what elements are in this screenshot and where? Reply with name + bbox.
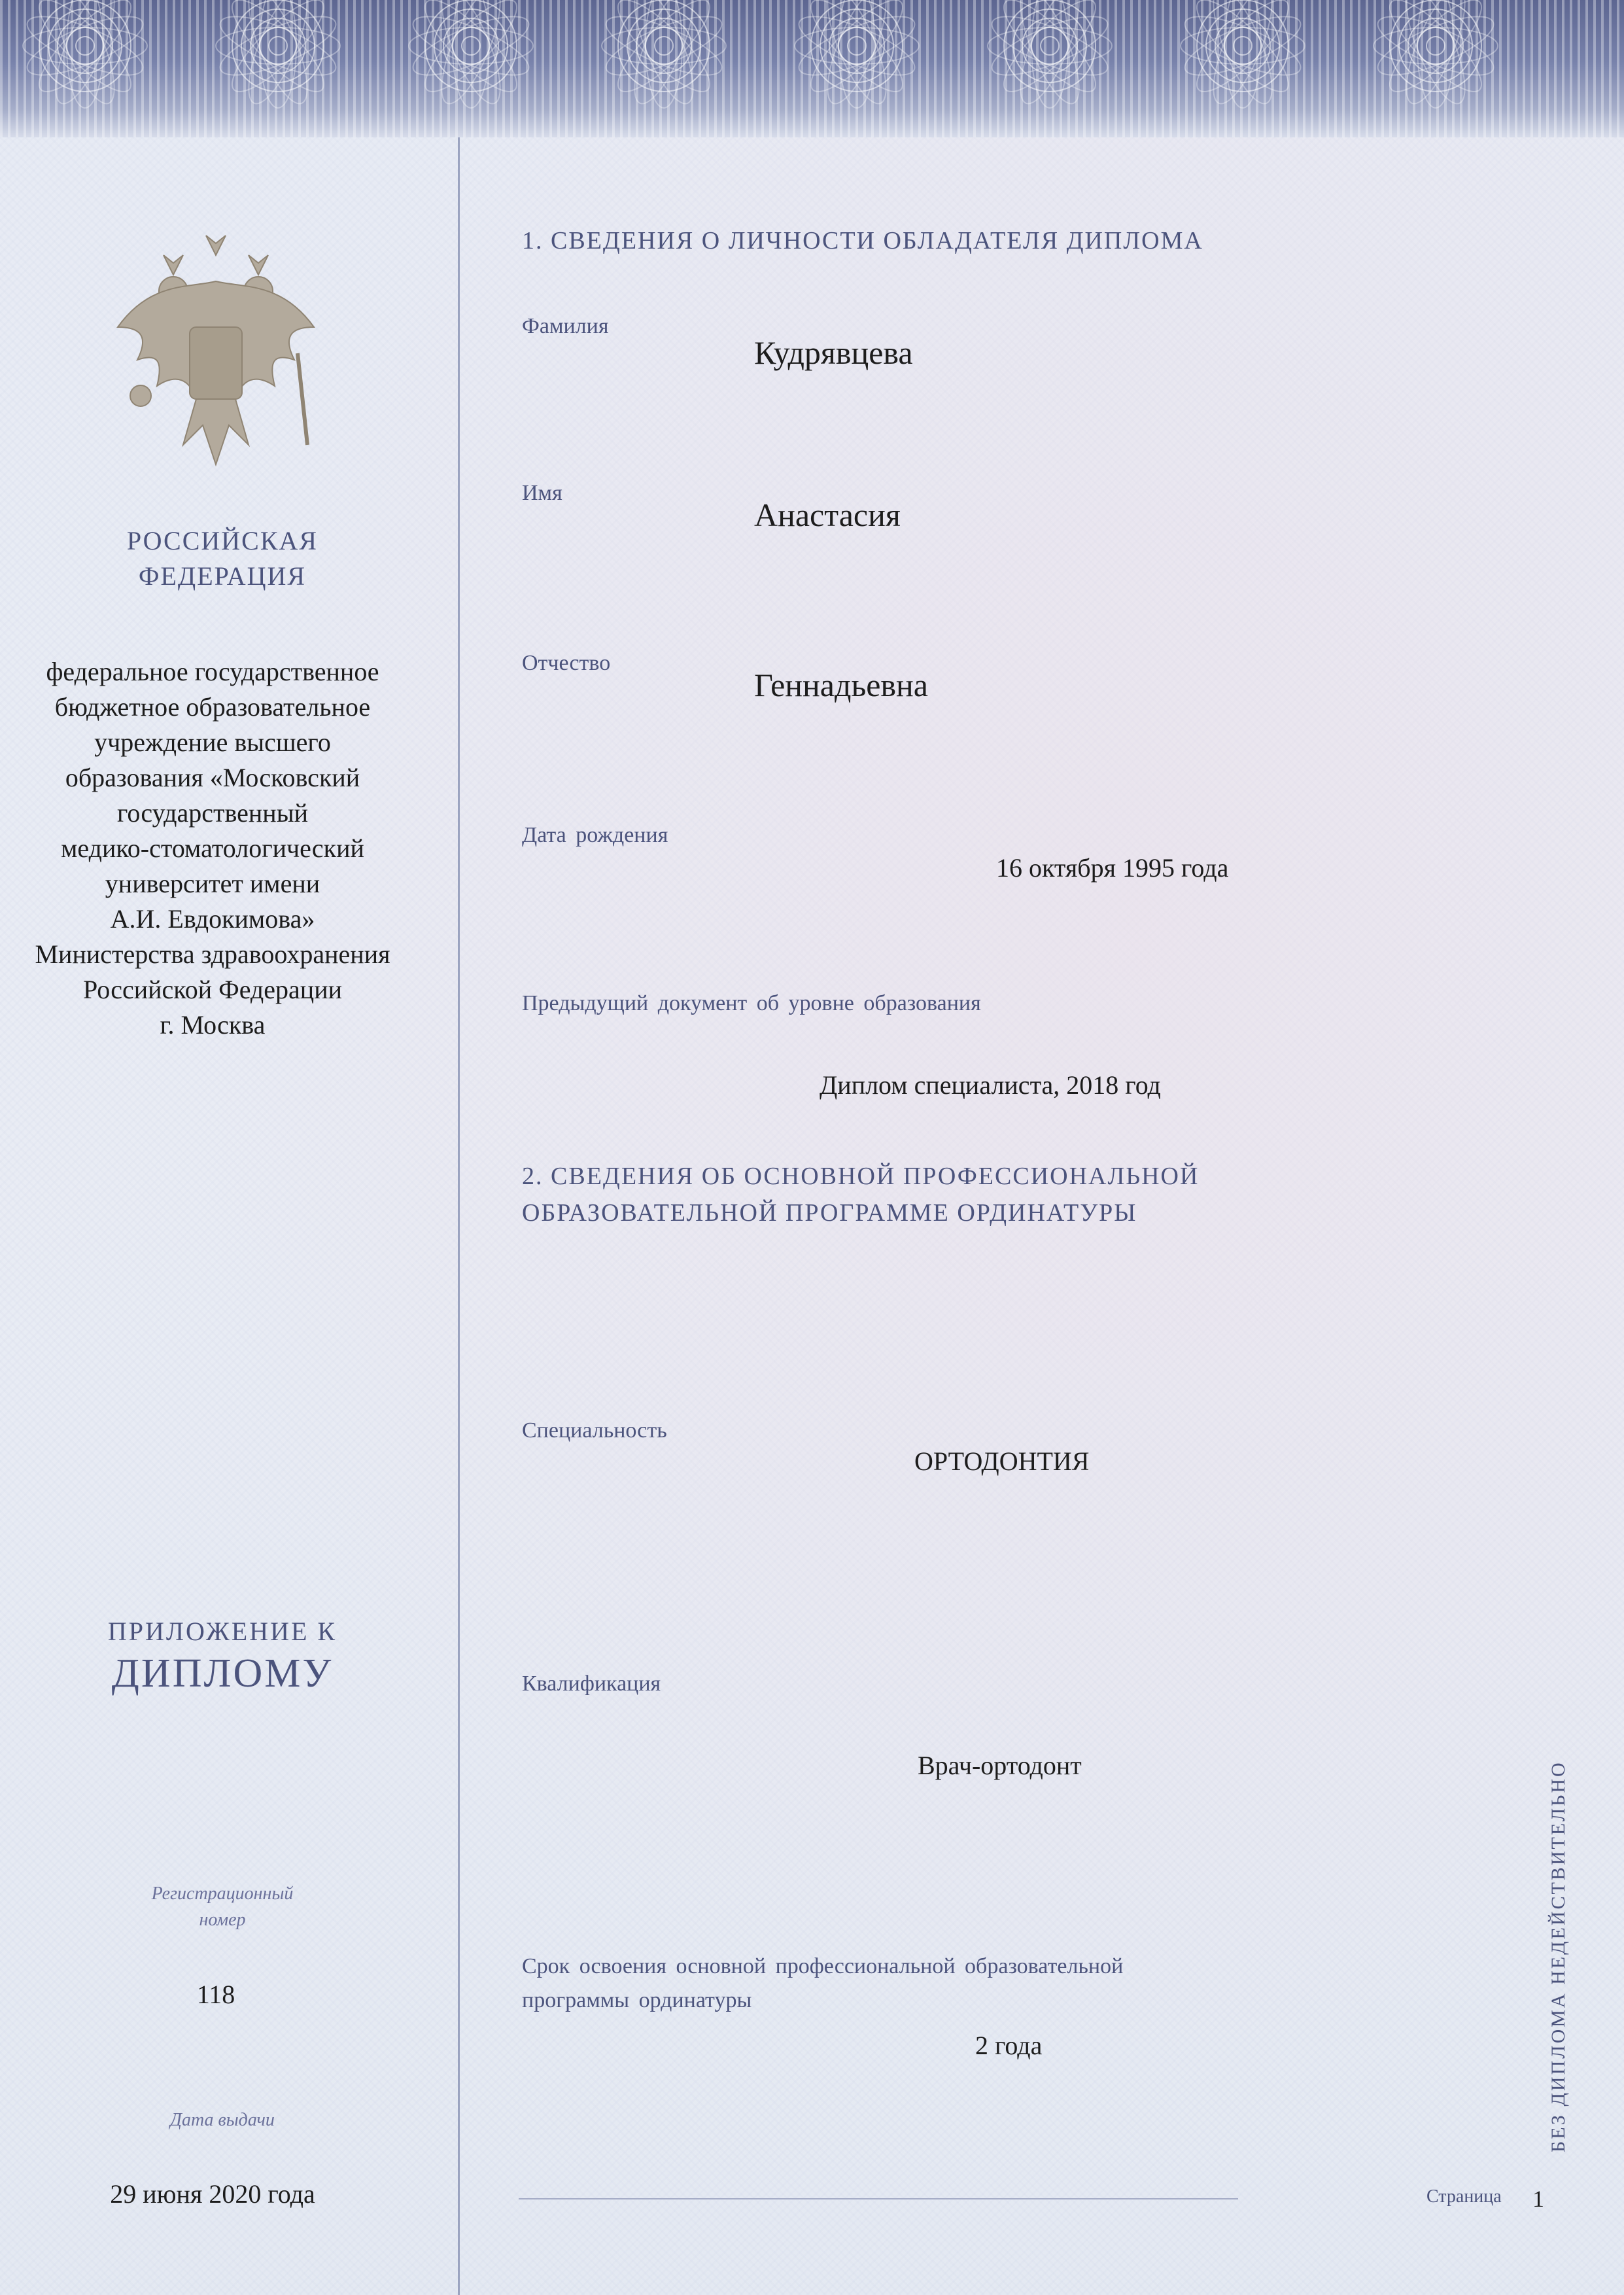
patronymic-value: Геннадьевна <box>754 667 928 703</box>
country-name <box>0 523 445 594</box>
section2-title <box>522 1158 1199 1231</box>
patronymic-label: Отчество <box>522 651 611 675</box>
section2-title-line: 2. СВЕДЕНИЯ ОБ ОСНОВНОЙ ПРОФЕССИОНАЛЬНОЙ <box>522 1163 1200 1190</box>
surname-label: Фамилия <box>522 314 609 338</box>
bottom-rule <box>519 2198 1238 2199</box>
ornament-rosette <box>1372 0 1500 110</box>
qualification-value: Врач-ортодонт <box>918 1751 1082 1780</box>
organization-line: образования «Московский <box>65 763 360 792</box>
organization-line: А.И. Евдокимова» <box>110 904 315 934</box>
organization-name <box>0 654 425 1043</box>
issue-date-label: Дата выдачи <box>170 2110 275 2130</box>
section1-title: 1. СВЕДЕНИЯ О ЛИЧНОСТИ ОБЛАДАТЕЛЯ ДИПЛОМА <box>522 227 1203 254</box>
duration-label-line: Срок освоения основной профессиональной образовательной <box>522 1954 1124 1978</box>
organization-line: бюджетное образовательное <box>54 692 371 722</box>
organization-line: федеральное государственное <box>46 657 379 686</box>
validity-note: БЕЗ ДИПЛОМА НЕДЕЙСТВИТЕЛЬНО <box>1547 1761 1569 2152</box>
program-duration-label <box>522 1950 1123 2018</box>
ornament-rosette <box>600 0 729 110</box>
country-line: РОССИЙСКАЯ <box>126 526 319 555</box>
registration-label-line: номер <box>199 1910 246 1930</box>
organization-line: университет имени <box>105 869 320 898</box>
country-line: ФЕДЕРАЦИЯ <box>138 561 307 591</box>
section2-title-line: ОБРАЗОВАТЕЛЬНОЙ ПРОГРАММЕ ОРДИНАТУРЫ <box>522 1199 1137 1227</box>
previous-document-value: Диплом специалиста, 2018 год <box>820 1070 1161 1100</box>
registration-label-line: Регистрационный <box>151 1883 294 1904</box>
birth-date-label: Дата рождения <box>522 823 668 847</box>
organization-line: г. Москва <box>160 1010 266 1040</box>
ornamental-border <box>0 0 1624 137</box>
specialty-label: Специальность <box>522 1418 667 1443</box>
organization-line: Министерства здравоохранения <box>35 939 390 969</box>
ornament-rosette <box>214 0 343 110</box>
page-label: Страница <box>1426 2186 1502 2207</box>
registration-number-label <box>0 1881 445 1933</box>
left-panel <box>0 137 458 2295</box>
guilloche-ornament <box>0 0 1624 137</box>
birth-date-value: 16 октября 1995 года <box>996 853 1229 883</box>
right-panel <box>460 137 1624 2295</box>
organization-line: медико-стоматологический <box>61 833 364 863</box>
registration-number: 118 <box>196 1980 235 2009</box>
issue-date: 29 июня 2020 года <box>110 2179 315 2209</box>
ornament-rosette <box>1179 0 1307 110</box>
appendix-title-line1: ПРИЛОЖЕНИЕ К <box>107 1617 337 1646</box>
appendix-title <box>0 1616 445 1697</box>
surname-value: Кудрявцева <box>754 334 913 371</box>
organization-line: Российской Федерации <box>82 975 343 1004</box>
duration-label-line: программы ординатуры <box>522 1988 752 2012</box>
organization-line: государственный <box>117 798 308 828</box>
ornament-rosette <box>21 0 150 110</box>
appendix-title-line2: ДИПЛОМУ <box>111 1651 334 1696</box>
name-label: Имя <box>522 481 562 505</box>
qualification-label: Квалификация <box>522 1672 661 1696</box>
double-headed-eagle-emblem-icon <box>111 229 320 478</box>
specialty-value: ОРТОДОНТИЯ <box>914 1446 1090 1476</box>
ornament-rosette <box>986 0 1114 110</box>
page-number: 1 <box>1532 2186 1544 2212</box>
name-value: Анастасия <box>754 497 901 533</box>
program-duration-value: 2 года <box>975 2031 1043 2060</box>
previous-document-label: Предыдущий документ об уровне образования <box>522 991 981 1015</box>
ornament-rosette <box>793 0 922 110</box>
ornament-rosette <box>407 0 536 110</box>
organization-line: учреждение высшего <box>94 727 331 757</box>
